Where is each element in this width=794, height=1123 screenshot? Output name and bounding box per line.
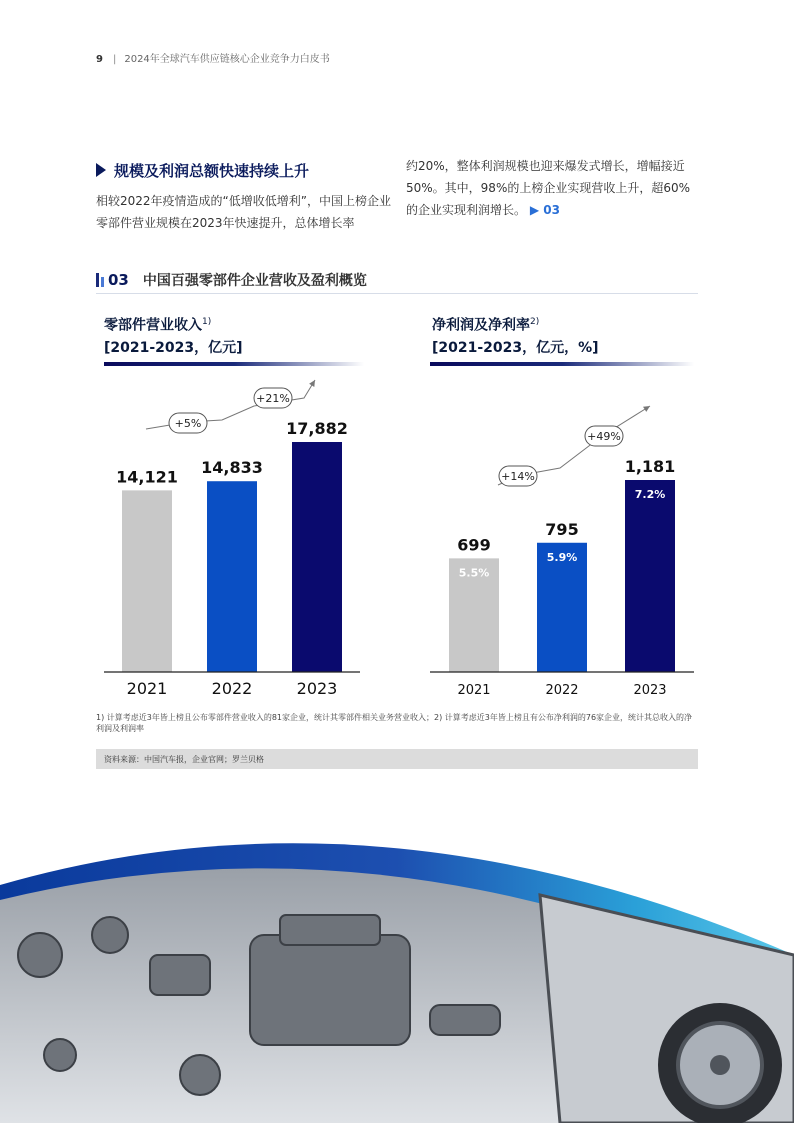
growth-label-1: +49% (587, 430, 621, 443)
profit-chart (430, 372, 694, 702)
category-label-2022: 2022 (545, 683, 579, 698)
bar-2022 (207, 481, 257, 672)
chart1-title-text: 零部件营业收入 (104, 317, 202, 334)
category-label-2021: 2021 (457, 683, 491, 698)
header-separator: | (112, 54, 117, 65)
revenue-chart (104, 372, 364, 702)
page-header (96, 50, 330, 65)
growth-label-0: +14% (501, 470, 535, 483)
footnote: 1) 计算考虑近3年皆上榜且公布零部件营业收入的81家企业，统计其零部件相关业务营业收入；2) 计算考虑近3年皆上榜且有公布净利润的76家企业，统计其总收入的净利润及利润率 (96, 713, 693, 733)
margin-label-2023: 7.2% (634, 488, 666, 501)
figure-title (96, 270, 367, 290)
section-heading-text: 规模及利润总额快速持续上升 (114, 162, 310, 180)
value-label-2022: 795 (545, 519, 579, 539)
document-title: 2024年全球汽车供应链核心企业竞争力白皮书 (124, 54, 330, 65)
growth-label-1: +21% (256, 392, 290, 405)
figure-marker-icon-2 (101, 277, 104, 287)
chart2-title-underline (430, 362, 694, 366)
page-number: 9 (96, 54, 103, 65)
value-label-2022: 14,833 (201, 458, 263, 478)
bar-2023 (625, 480, 675, 672)
bar-2021 (122, 490, 172, 672)
heading-arrow-icon (96, 163, 106, 177)
chart2-title (432, 311, 599, 359)
growth-arrow-icon (309, 380, 315, 387)
figure-marker-icon (96, 273, 99, 287)
figure-title-text: 中国百强零部件企业营收及盈利概览 (142, 273, 367, 289)
category-label-2022: 2022 (211, 679, 253, 698)
figure-number: 03 (108, 271, 129, 289)
growth-label-0: +5% (174, 417, 202, 430)
chart1-title-underline (104, 362, 364, 366)
margin-label-2021: 5.5% (458, 566, 490, 580)
category-label-2023: 2023 (633, 683, 667, 698)
margin-label-2022: 5.9% (546, 550, 578, 564)
section-heading (96, 160, 309, 181)
chart2-title-sup: 2) (530, 317, 540, 327)
value-label-2023: 1,181 (624, 457, 676, 476)
value-label-2023: 17,882 (286, 419, 348, 438)
chart1-title-sup: 1) (202, 317, 212, 327)
category-label-2023: 2023 (296, 679, 338, 698)
chart2-subtitle: [2021-2023，亿元，%] (432, 339, 599, 356)
category-label-2021: 2021 (126, 679, 168, 698)
bar-2023 (292, 442, 342, 672)
auto-parts-photo (0, 805, 794, 1123)
chart1-title (104, 311, 243, 359)
value-label-2021: 14,121 (116, 467, 178, 487)
figure-reference-link[interactable]: ▶ 03 (529, 203, 560, 217)
source-text: 资料来源：中国汽车报，企业官网；罗兰贝格 (104, 755, 264, 764)
growth-arrow-icon (643, 406, 650, 412)
figure-divider (96, 293, 698, 294)
value-label-2021: 699 (457, 535, 491, 555)
paragraph-right-text: 约20%，整体利润规模也迎来爆发式增长，增幅接近50%。其中，98%的上榜企业实现营收上升，超60%的企业实现利润增长。 (406, 159, 691, 217)
chart1-subtitle: [2021-2023，亿元] (104, 339, 243, 356)
chart2-title-text: 净利润及净利率 (432, 317, 530, 334)
paragraph-right (406, 155, 700, 221)
paragraph-left: 相较2022年疫情造成的“低增收低增利”，中国上榜企业零部件营业规模在2023年快速提升，总体增长率 (96, 194, 391, 230)
